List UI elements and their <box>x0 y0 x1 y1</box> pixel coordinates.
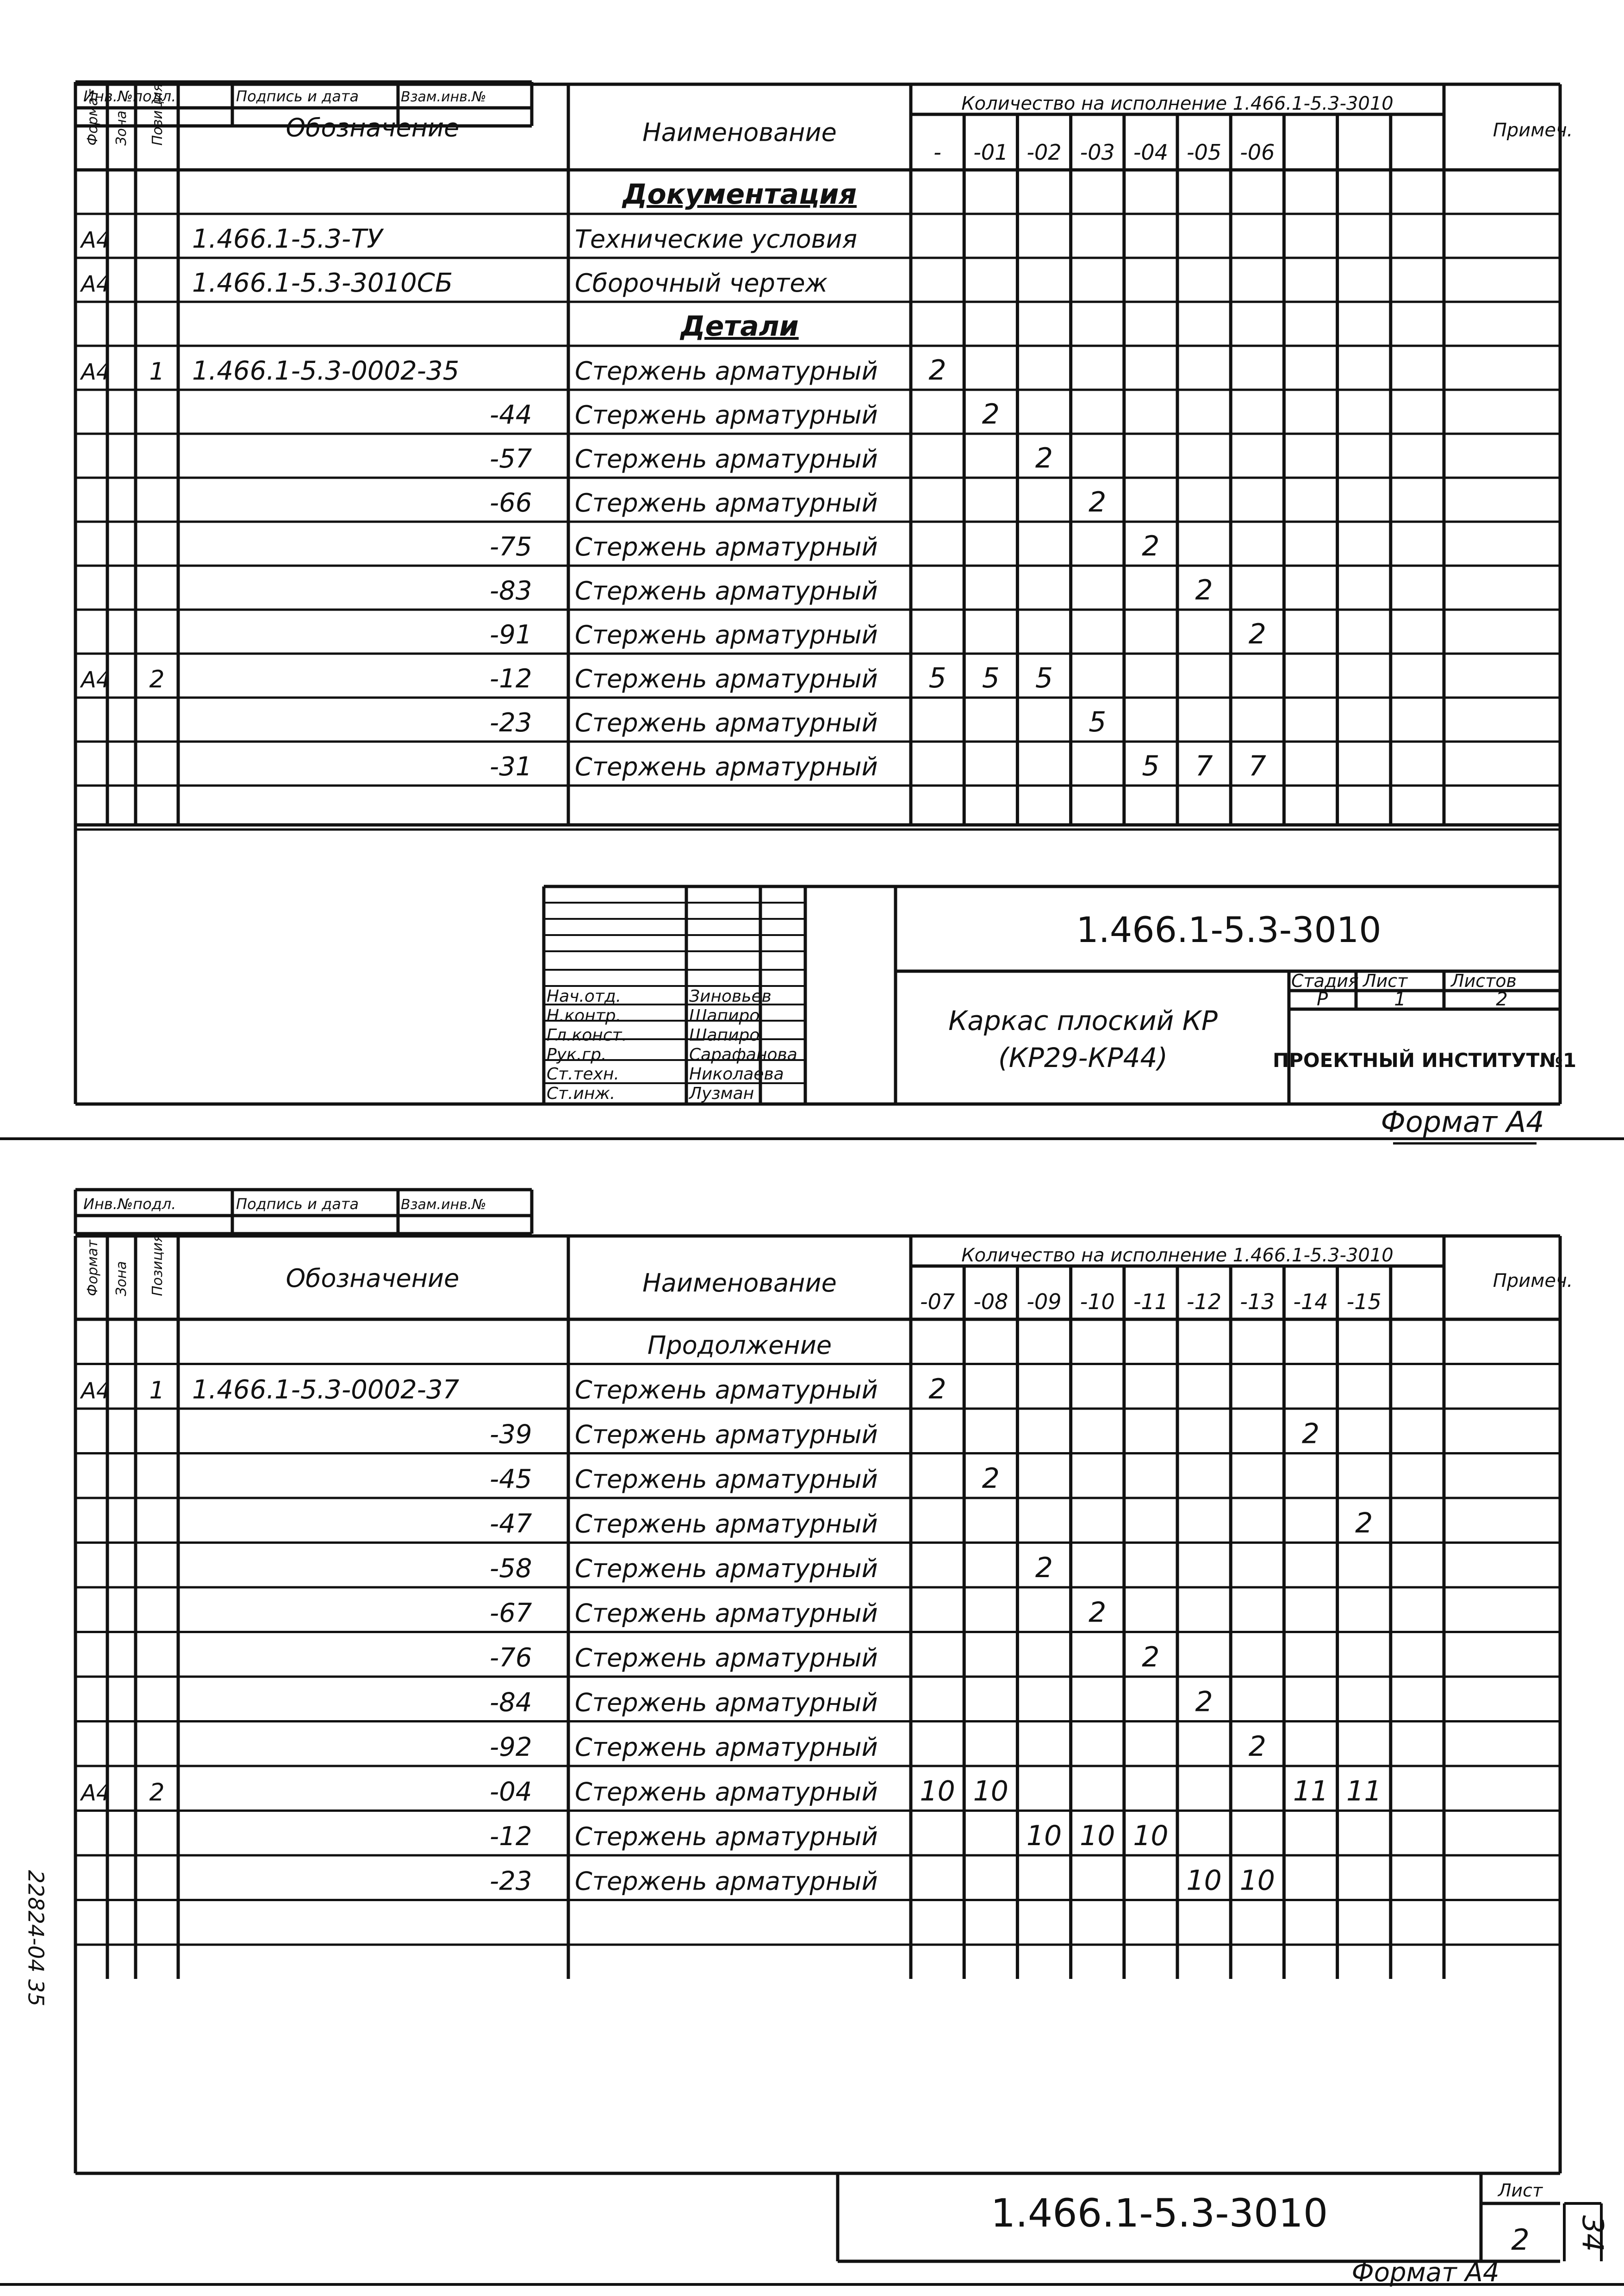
row-designation: -83 <box>490 576 532 606</box>
role-label: Нач.отд. <box>547 987 622 1006</box>
row-qty: 2 <box>928 1373 946 1405</box>
row-qty: 2 <box>1089 486 1107 518</box>
row-name: Стержень арматурный <box>575 1822 878 1851</box>
row-format: А4 <box>81 1780 111 1806</box>
row-name: Стержень арматурный <box>575 1509 878 1539</box>
stage-label: Стадия <box>1291 971 1359 991</box>
col-label-name: Наименование <box>642 118 837 147</box>
col-label-format: Формат <box>85 89 101 146</box>
row-qty: 2 <box>1195 1685 1213 1718</box>
sheets-value: 2 <box>1496 989 1508 1010</box>
row-qty: 2 <box>1035 1552 1053 1584</box>
row-qty: 10 <box>1026 1820 1062 1852</box>
role-label: Рук.гр. <box>547 1045 607 1064</box>
variant-label: -07 <box>920 1289 955 1314</box>
person-name: Лузман <box>689 1084 754 1103</box>
section-heading: Документация <box>622 178 857 211</box>
row-qty: 2 <box>1248 618 1266 650</box>
col-label-zone: Зона <box>113 1261 130 1296</box>
row-qty: 2 <box>1301 1417 1320 1450</box>
variant-label: -02 <box>1027 140 1062 165</box>
qty-header: Количество на исполнение 1.466.1-5.3-3010 <box>961 1245 1394 1266</box>
row-name: Стержень арматурный <box>575 576 878 605</box>
title-designation: 1.466.1-5.3-3010 <box>1076 909 1381 950</box>
row-name: Стержень арматурный <box>575 1420 878 1449</box>
row-designation: 1.466.1-5.3-3010СБ <box>192 268 453 298</box>
footer-designation: 1.466.1-5.3-3010 <box>990 2190 1328 2236</box>
continuation-label: Продолжение <box>647 1330 832 1360</box>
row-name: Стержень арматурный <box>575 356 878 386</box>
row-designation: -67 <box>490 1598 532 1628</box>
row-designation: -31 <box>490 752 532 782</box>
row-qty: 10 <box>1186 1864 1222 1897</box>
person-name: Николаева <box>689 1065 784 1084</box>
row-name: Стержень арматурный <box>575 444 878 474</box>
footer-sheet-label: Лист <box>1498 2180 1543 2201</box>
stamp-label: Инв.№подл. <box>83 87 176 105</box>
stamp-label: Подпись и дата <box>236 87 359 105</box>
row-designation: -92 <box>490 1732 532 1762</box>
row-qty: 2 <box>1248 1730 1266 1763</box>
col-label-designation: Обозначение <box>286 1264 460 1293</box>
title-line2: (КР29-КР44) <box>998 1042 1168 1073</box>
variant-label: -13 <box>1240 1289 1275 1314</box>
row-position: 1 <box>149 1377 165 1404</box>
row-qty: 10 <box>920 1775 955 1808</box>
title-line1: Каркас плоский КР <box>948 1005 1218 1036</box>
row-designation: -45 <box>490 1464 532 1494</box>
row-qty: 5 <box>982 662 1000 694</box>
row-qty: 11 <box>1293 1775 1329 1808</box>
row-position: 1 <box>149 358 165 386</box>
variant-label: -11 <box>1133 1289 1168 1314</box>
variant-label: -12 <box>1187 1289 1222 1314</box>
row-name: Стержень арматурный <box>575 400 878 430</box>
row-qty: 2 <box>1142 530 1160 562</box>
row-designation: 1.466.1-5.3-ТУ <box>192 224 383 254</box>
person-name: Сарафанова <box>689 1045 797 1064</box>
row-designation: -91 <box>490 620 532 650</box>
col-label-position: Позиция <box>149 1234 166 1296</box>
row-designation: -44 <box>490 400 532 430</box>
section-heading: Детали <box>680 310 799 343</box>
row-name: Стержень арматурный <box>575 1465 878 1494</box>
row-name: Стержень арматурный <box>575 708 878 737</box>
col-label-note: Примеч. <box>1493 1270 1573 1292</box>
role-label: Ст.техн. <box>547 1065 619 1084</box>
col-label-position: Позиция <box>149 83 166 146</box>
variant-label: -14 <box>1293 1289 1328 1314</box>
col-label-designation: Обозначение <box>286 113 460 143</box>
col-label-format: Формат <box>85 1240 101 1296</box>
stamp-label: Инв.№подл. <box>83 1195 176 1213</box>
row-name: Стержень арматурный <box>575 664 878 693</box>
row-name: Стержень арматурный <box>575 620 878 649</box>
row-qty: 2 <box>1035 442 1053 474</box>
row-designation: -66 <box>490 488 532 518</box>
row-name: Сборочный чертеж <box>575 268 828 298</box>
variant-label: - <box>933 140 941 165</box>
row-format: А4 <box>81 1378 111 1404</box>
row-name: Стержень арматурный <box>575 1688 878 1717</box>
row-designation: -39 <box>490 1419 532 1450</box>
row-format: А4 <box>81 271 111 297</box>
row-position: 2 <box>149 1778 165 1807</box>
row-designation: -76 <box>490 1643 532 1673</box>
row-designation: -23 <box>490 1866 532 1897</box>
variant-label: -09 <box>1027 1289 1062 1314</box>
row-name: Стержень арматурный <box>575 1866 878 1896</box>
row-qty: 10 <box>973 1775 1008 1808</box>
row-qty: 11 <box>1346 1775 1382 1808</box>
row-qty: 2 <box>1355 1507 1373 1540</box>
row-designation: -57 <box>490 444 532 474</box>
footer-sheet-value: 2 <box>1511 2223 1530 2257</box>
row-qty: 5 <box>928 662 946 694</box>
variant-label: -10 <box>1080 1289 1115 1314</box>
row-qty: 2 <box>1089 1596 1107 1629</box>
row-qty: 2 <box>928 354 946 387</box>
row-designation: -23 <box>490 708 532 738</box>
row-qty: 2 <box>1195 574 1213 606</box>
row-qty: 7 <box>1195 750 1213 782</box>
variant-label: -15 <box>1346 1289 1381 1314</box>
row-designation: -84 <box>490 1687 532 1718</box>
row-name: Стержень арматурный <box>575 1643 878 1672</box>
person-name: Зиновьев <box>689 987 772 1006</box>
row-designation: 1.466.1-5.3-0002-35 <box>192 356 460 386</box>
col-label-name: Наименование <box>642 1268 837 1298</box>
person-name: Шапиро <box>689 1026 760 1045</box>
row-format: А4 <box>81 359 111 385</box>
row-name: Стержень арматурный <box>575 488 878 518</box>
row-designation: -75 <box>490 532 532 562</box>
row-name: Стержень арматурный <box>575 1777 878 1807</box>
page-number: 34 <box>1576 2215 1610 2252</box>
row-qty: 10 <box>1080 1820 1115 1852</box>
row-qty: 10 <box>1133 1820 1169 1852</box>
variant-label: -08 <box>973 1289 1008 1314</box>
row-qty: 7 <box>1248 750 1266 782</box>
row-qty: 2 <box>982 398 1000 430</box>
variant-label: -05 <box>1187 140 1222 165</box>
row-name: Стержень арматурный <box>575 532 878 562</box>
row-name: Стержень арматурный <box>575 752 878 781</box>
col-label-zone: Зона <box>113 110 130 146</box>
row-name: Стержень арматурный <box>575 1598 878 1628</box>
row-name: Стержень арматурный <box>575 1733 878 1762</box>
row-designation: -47 <box>490 1509 532 1539</box>
archive-side-number: 22824-04 35 <box>23 1870 49 2007</box>
row-qty: 2 <box>982 1462 1000 1495</box>
row-name: Стержень арматурный <box>575 1554 878 1583</box>
sheet-value: 1 <box>1394 989 1406 1010</box>
person-name: Шапиро <box>689 1006 760 1025</box>
sheets-label: Листов <box>1451 971 1517 991</box>
row-designation: 1.466.1-5.3-0002-37 <box>192 1375 460 1405</box>
row-name: Стержень арматурный <box>575 1375 878 1404</box>
role-label: Ст.инж. <box>547 1084 616 1103</box>
col-label-note: Примеч. <box>1493 119 1573 141</box>
format-label: Формат А4 <box>1351 2258 1500 2288</box>
qty-header: Количество на исполнение 1.466.1-5.3-3010 <box>961 93 1394 114</box>
row-qty: 5 <box>1142 750 1160 782</box>
row-qty: 5 <box>1035 662 1053 694</box>
row-designation: -12 <box>490 664 532 694</box>
row-qty: 2 <box>1142 1641 1160 1673</box>
row-qty: 5 <box>1089 706 1107 738</box>
row-name: Технические условия <box>575 225 858 254</box>
row-designation: -58 <box>490 1554 532 1584</box>
sheet-label: Лист <box>1363 971 1408 991</box>
variant-label: -03 <box>1080 140 1115 165</box>
row-position: 2 <box>149 666 165 693</box>
row-designation: -12 <box>490 1822 532 1852</box>
organization: ПРОЕКТНЫЙ ИНСТИТУТ№1 <box>1272 1049 1577 1072</box>
row-qty: 10 <box>1239 1864 1275 1897</box>
stamp-label: Взам.инв.№ <box>401 89 486 105</box>
stage-value: Р <box>1316 989 1328 1010</box>
variant-label: -01 <box>973 140 1008 165</box>
row-format: А4 <box>81 227 111 253</box>
row-format: А4 <box>81 667 111 693</box>
role-label: Гл.конст. <box>547 1026 628 1045</box>
stamp-label: Подпись и дата <box>236 1195 359 1213</box>
stamp-label: Взам.инв.№ <box>401 1197 486 1213</box>
row-designation: -04 <box>490 1777 532 1807</box>
variant-label: -04 <box>1133 140 1168 165</box>
variant-label: -06 <box>1240 140 1275 165</box>
role-label: Н.контр. <box>547 1006 622 1025</box>
format-label: Формат А4 <box>1381 1105 1544 1139</box>
